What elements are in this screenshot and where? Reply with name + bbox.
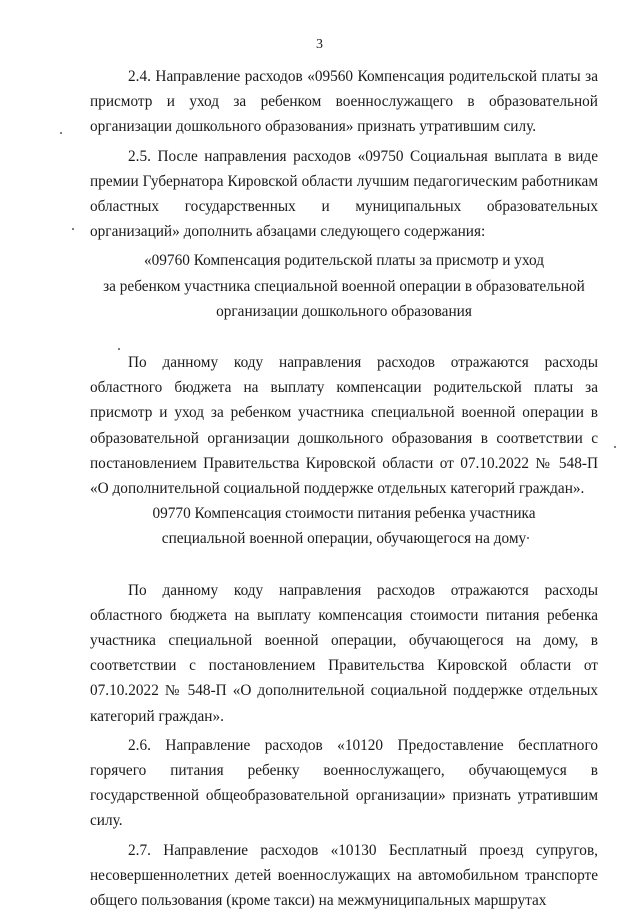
heading-09770-line-1: 09770 Компенсация стоимости питания ребенка участника bbox=[152, 505, 536, 523]
heading-09760-line-2: за ребенком участника специальной военной операции в образовательной bbox=[103, 277, 585, 295]
paragraph-2-4: 2.4. Направление расходов «09560 Компенсация родительской платы за присмотр и уход за ребенком военнослужащего в образовательной организации дошкольного образования» признать утратившим силу. bbox=[90, 68, 598, 136]
page-number: 3 bbox=[316, 37, 323, 52]
scan-speck bbox=[72, 228, 74, 230]
scan-speck bbox=[614, 446, 616, 448]
heading-09770-line-2: специальной военной операции, обучающегося на дому bbox=[161, 530, 527, 548]
document-body bbox=[90, 64, 598, 913]
scan-speck bbox=[118, 348, 120, 350]
heading-09760-line-1: «09760 Компенсация родительской платы за присмотр и уход bbox=[143, 252, 545, 270]
paragraph-09760: По данному коду направления расходов отражаются расходы областного бюджета на выплату компенсации родительской платы за присмотр и уход за ребенком участника специальной военной операции в образовательной организации дошкольного образования в соответствии с постановлением Правительства Кировской области от 07.10.2022 № 548-П «О дополнительной социальной поддержке отдельных категорий граждан». bbox=[90, 354, 598, 498]
paragraph-09770: По данному коду направления расходов отражаются расходы областного бюджета на выплату компенсация стоимости питания ребенка участника специальной военной операции, обучающегося на дому, в соответствии с постановлением Правительства Кировской области от 07.10.2022 № 548-П «О дополнительной социальной поддержке отдельных категорий граждан». bbox=[90, 581, 598, 725]
scan-speck bbox=[527, 537, 529, 539]
paragraph-2-6: 2.6. Направление расходов «10120 Предоставление бесплатного горячего питания ребенку военнослужащего, обучающемуся в государственной общеобразовательной организации» признать утратившим силу. bbox=[90, 736, 598, 830]
scan-speck bbox=[60, 132, 62, 134]
heading-09760-line-3: организации дошкольного образования bbox=[216, 302, 472, 320]
paragraph-2-5: 2.5. После направления расходов «09750 Социальная выплата в виде премии Губернатора Кировской области лучшим педагогическим работникам областных государственных и муниципальных образовательных организаций» дополнить абзацами следующего содержания: bbox=[90, 147, 598, 241]
paragraph-2-7: 2.7. Направление расходов «10130 Бесплатный проезд супругов, несовершеннолетних детей военнослужащих на автомобильном транспорте общего пользования (кроме такси) на межмуниципальных маршрутах bbox=[90, 841, 598, 910]
